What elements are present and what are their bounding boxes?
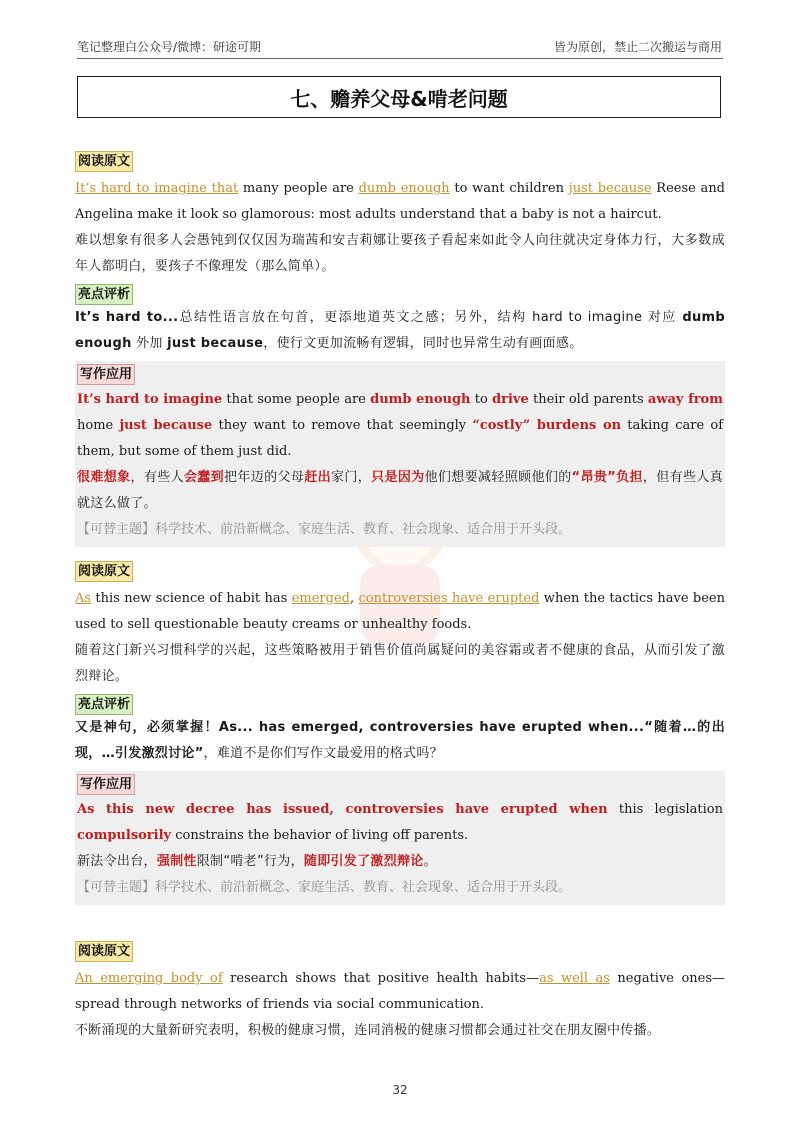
text: 。: [423, 854, 437, 869]
text: 总结性语言放在句首，更添地道英文之感；另外，结构 hard to imagine 对应: [178, 310, 683, 325]
reading-en: [75, 966, 725, 1018]
phrase: As: [75, 591, 92, 606]
highlight-text: [75, 305, 725, 357]
text: negative ones—spread through networks of friends via social communication.: [75, 971, 726, 1012]
section-1: [75, 150, 725, 547]
phrase: emerged: [291, 591, 350, 606]
writing-en: [77, 797, 723, 849]
text: this new science of habit has: [91, 591, 292, 606]
text: to: [470, 392, 493, 407]
keyword: 又是神句，必须掌握！As... has emerged, controversies have erupted when...“随着…的出现，…引发激烈讨论”: [75, 720, 725, 761]
text: 家门，: [330, 470, 372, 485]
writing-box: [75, 361, 725, 547]
reading-cn: 难以想象有很多人会愚钝到仅仅因为瑞茜和安吉莉娜让要孩子看起来如此令人向往就决定身体力行，大多数成年人都明白，要孩子不像理发（那么简单）。: [75, 233, 725, 274]
reading-tag: 阅读原文: [75, 941, 133, 962]
section-3: [75, 940, 725, 1044]
reading-en: [75, 586, 725, 638]
keyword: 赶出: [304, 470, 331, 485]
keyword: compulsorily: [77, 828, 172, 843]
keyword: 强制性: [156, 854, 197, 869]
text: ，但有些人真就这么做了。: [77, 470, 724, 511]
text: to want children: [449, 181, 569, 196]
text: when the tactics have been used to sell questionable beauty creams or unhealthy foods.: [75, 591, 725, 632]
phrase: just because: [568, 181, 652, 196]
highlight-text: [75, 715, 725, 767]
keyword: 很难想象: [77, 470, 131, 485]
writing-box: [75, 771, 725, 905]
text: this legislation: [607, 802, 724, 817]
writing-tag: 写作应用: [77, 774, 135, 795]
text: 把年迈的父母: [224, 470, 305, 485]
text: 新法令出台，: [77, 854, 157, 869]
writing-tag: 写作应用: [77, 364, 135, 385]
header-copyright: 皆为原创，禁止二次搬运与商用: [553, 40, 722, 54]
text: home: [77, 418, 120, 433]
keyword: As this new decree has issued, controversies have erupted when: [77, 802, 608, 817]
phrase: dumb enough: [358, 181, 450, 196]
reading-en: [75, 176, 725, 228]
text: their old parents: [528, 392, 648, 407]
keyword: 随即引发了激烈辩论: [303, 854, 424, 869]
alt-topics: 【可替主题】科学技术、前沿新概念、家庭生活、教育、社会现象、适合用于开头段。: [77, 880, 572, 895]
reading-tag: 阅读原文: [75, 561, 133, 582]
keyword: “costly” burdens on: [472, 418, 622, 433]
text: ，使行文更加流畅有逻辑，同时也异常生动有画面感。: [263, 336, 583, 351]
reading-tag: 阅读原文: [75, 151, 133, 172]
writing-cn: [77, 849, 723, 875]
page-number: 32: [392, 1083, 408, 1097]
keyword: just because: [119, 418, 213, 433]
keyword: 会蠢到: [183, 470, 225, 485]
keyword: “昂贵”负担: [571, 470, 643, 485]
highlight-tag: 亮点评析: [75, 284, 133, 305]
text: that some people are: [222, 392, 371, 407]
keyword: dumb enough: [75, 310, 725, 351]
text: 外加: [131, 336, 168, 351]
phrase: controversies have erupted: [358, 591, 540, 606]
keyword: just because: [167, 336, 264, 351]
keyword: drive: [492, 392, 529, 407]
text: many people are: [238, 181, 359, 196]
header-source: 笔记整理白公众号/微博：研途可期: [77, 40, 262, 54]
text: constrains the behavior of living off parents.: [171, 828, 469, 843]
reading-cn: 随着这门新兴习惯科学的兴起，这些策略被用于销售价值尚属疑问的美容霜或者不健康的食品，从而引发了激烈辩论。: [75, 643, 725, 684]
text: 限制“啃老”行为，: [196, 854, 304, 869]
alt-topics: 【可替主题】科学技术、前沿新概念、家庭生活、教育、社会现象、适合用于开头段。: [77, 522, 572, 537]
keyword: dumb enough: [370, 392, 471, 407]
keyword: 只是因为: [371, 470, 425, 485]
text: ，有些人: [130, 470, 184, 485]
text: ,: [349, 591, 359, 606]
text: Reese and Angelina make it look so glamorous: most adults understand that a baby is not a haircut.: [75, 181, 726, 222]
section-2: [75, 560, 725, 905]
writing-en: [77, 387, 723, 465]
writing-cn: [77, 465, 723, 517]
keyword: It’s hard to...: [75, 310, 179, 325]
text: ，难道不是你们写作文最爱用的格式吗？: [203, 746, 443, 761]
text: 他们想要减轻照顾他们的: [424, 470, 572, 485]
keyword: away from: [647, 392, 723, 407]
page-title: 七、赡养父母&啃老问题: [77, 76, 721, 118]
phrase: as well as: [539, 971, 610, 986]
phrase: It’s hard to imagine that: [75, 181, 239, 196]
text: they want to remove that seemingly: [212, 418, 473, 433]
highlight-tag: 亮点评析: [75, 694, 133, 715]
keyword: It’s hard to imagine: [77, 392, 223, 407]
phrase: An emerging body of: [75, 971, 223, 986]
reading-cn: 不断涌现的大量新研究表明，积极的健康习惯，连同消极的健康习惯都会通过社交在朋友圈中传播。: [75, 1023, 661, 1038]
text: research shows that positive health habits—: [222, 971, 540, 986]
text: taking care of them, but some of them just did.: [77, 418, 724, 459]
header-divider: [77, 58, 723, 59]
